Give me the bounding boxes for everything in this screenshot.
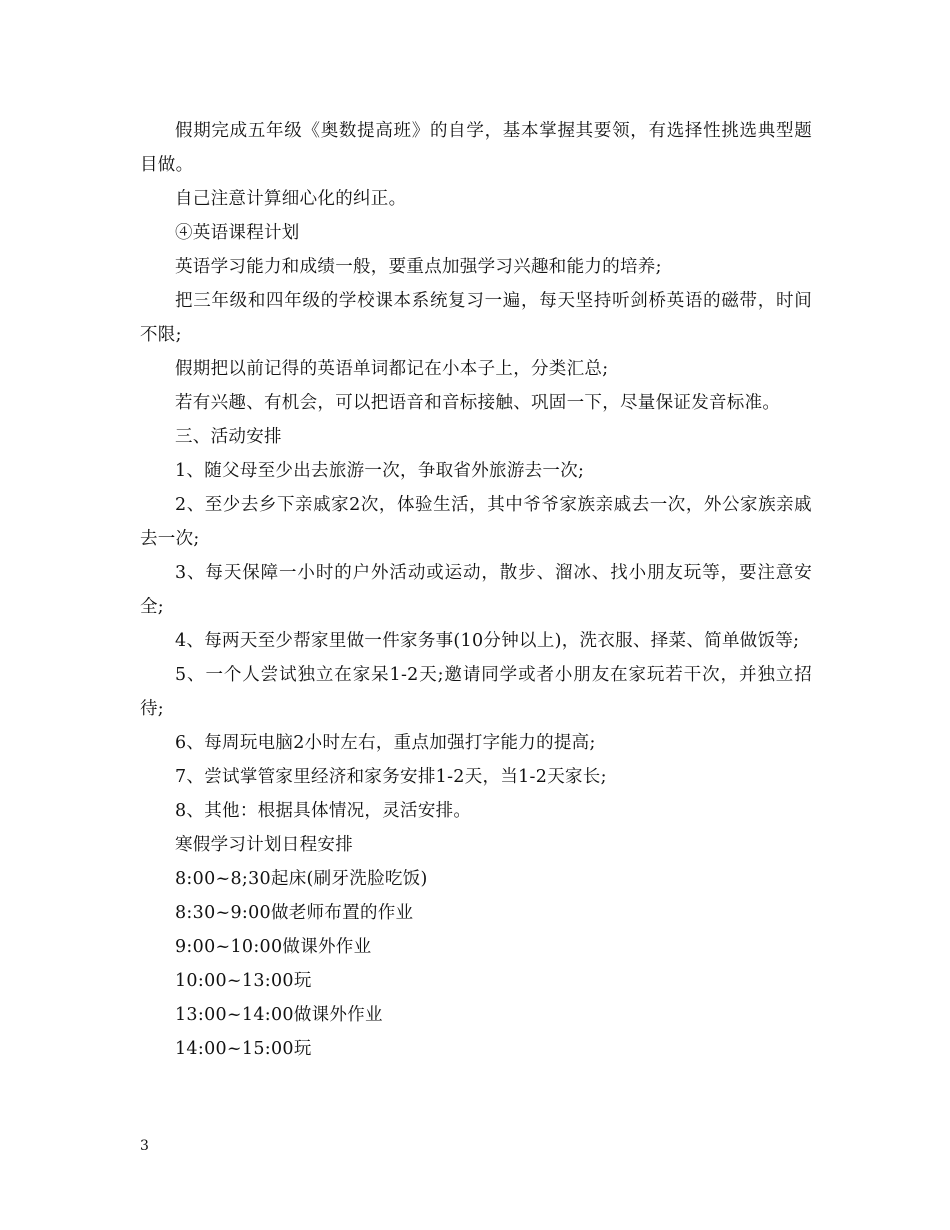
schedule-item: 9:00~10:00做课外作业: [175, 937, 372, 957]
list-item: 1、随父母至少出去旅游一次，争取省外旅游去一次;: [175, 461, 585, 481]
document-body: [140, 114, 812, 1066]
schedule-item: 10:00~13:00玩: [175, 971, 312, 991]
section-heading: 三、活动安排: [175, 427, 282, 447]
schedule-item: 14:00~15:00玩: [175, 1039, 312, 1059]
schedule-item: 13:00~14:00做课外作业: [175, 1005, 383, 1025]
list-item: 8、其他：根据具体情况，灵活安排。: [175, 801, 472, 821]
paragraph: 假期把以前记得的英语单词都记在小本子上，分类汇总;: [175, 359, 609, 379]
paragraph: 自己注意计算细心化的纠正。: [175, 189, 407, 209]
list-item: 5、一个人尝试独立在家呆1-2天;邀请同学或者小朋友在家玩若干次，并独立招待;: [140, 665, 812, 719]
list-item: 4、每两天至少帮家里做一件家务事(10分钟以上)，洗衣服、择菜、简单做饭等;: [175, 631, 800, 651]
schedule-item: 8:00~8;30起床(刷牙洗脸吃饭): [175, 869, 428, 889]
section-heading: 寒假学习计划日程安排: [175, 835, 353, 855]
page-number: 3: [140, 1138, 149, 1154]
list-item: 3、每天保障一小时的户外活动或运动，散步、溜冰、找小朋友玩等，要注意安全;: [140, 563, 812, 617]
list-item: 7、尝试掌管家里经济和家务安排1-2天，当1-2天家长;: [175, 767, 607, 787]
list-item: 6、每周玩电脑2小时左右，重点加强打字能力的提高;: [175, 733, 596, 753]
schedule-item: 8:30~9:00做老师布置的作业: [175, 903, 414, 923]
list-item: 2、至少去乡下亲戚家2次，体验生活，其中爷爷家族亲戚去一次，外公家族亲戚去一次;: [140, 495, 812, 549]
paragraph: 英语学习能力和成绩一般，要重点加强学习兴趣和能力的培养;: [175, 257, 662, 277]
paragraph: 若有兴趣、有机会，可以把语音和音标接触、巩固一下，尽量保证发音标准。: [175, 393, 781, 413]
paragraph: 把三年级和四年级的学校课本系统复习一遍，每天坚持听剑桥英语的磁带，时间不限;: [140, 291, 812, 345]
section-heading: ④英语课程计划: [175, 223, 300, 243]
paragraph: 假期完成五年级《奥数提高班》的自学，基本掌握其要领，有选择性挑选典型题目做。: [140, 121, 812, 175]
